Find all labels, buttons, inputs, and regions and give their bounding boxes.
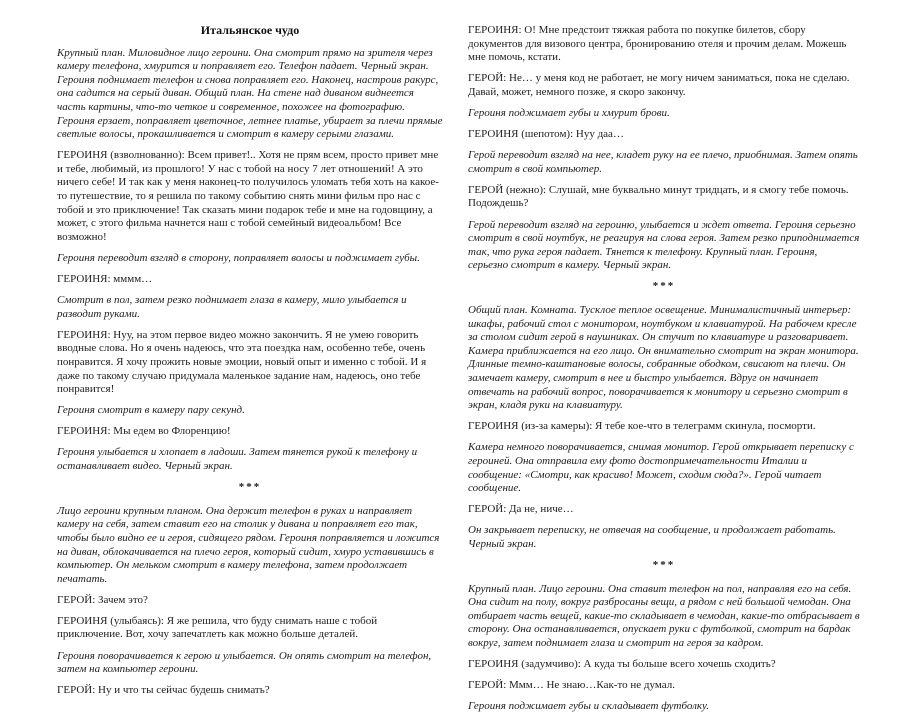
scene-separator: ***: [238, 481, 262, 494]
dialogue-line: ГЕРОЙ: Ммм… Не знаю…Как-то не думал.: [468, 679, 675, 692]
stage-direction: Героиня поджимает губы и складывает футболку.: [468, 700, 709, 713]
dialogue-line: ГЕРОИНЯ (взволнованно): Всем привет!.. Хотя не прям всем, просто привет мне и тебе, любимый, из прошлого! У нас с тобой на носу 7 лет отношений! А это ничего себе! И так как у меня наконец-то получилось уломать тебя хоть на какое-то путешествие, то я решила по такому событию снять мини фильм про нас с тобой и это приключение! Так сказать мини подарок тебе и мне на годовщину, а может, с этого фильма начнется наш с тобой семейный видеоальбом! Все возможно!: [57, 149, 439, 243]
scene-separator: ***: [652, 280, 676, 293]
stage-direction: Героиня переводит взгляд в сторону, поправляет волосы и поджимает губы.: [57, 251, 420, 264]
dialogue-line: ГЕРОИНЯ: Нуу, на этом первое видео можно закончить. Я не умею говорить вводные слова. Но я очень надеюсь, что эта поездка нам, особенно тебе, очень понравится. Я хочу прожить новые эмоции, новый опыт и именно с тобой. И я даже по такому случаю придумала маленькое задание нам, надеюсь, оно тебе понравится!: [57, 328, 427, 396]
stage-direction: Лицо героини крупным планом. Она держит телефон в руках и направляет камеру на себя, затем ставит его на столик у дивана и поправляет его так, чтобы было видно ее и героя, сидящего рядом. Героиня поправляется и ложится на диван, облокачивается на плечо героя, который сидит, хмуро уставившись в компьютер. Он мельком смотрит в камеру телефона, затем продолжает печатать.: [57, 504, 440, 585]
dialogue-line: ГЕРОИНЯ (из-за камеры): Я тебе кое-что в телеграмм скинула, посморти.: [468, 420, 816, 433]
stage-direction: Героиня смотрит в камеру пару секунд.: [57, 404, 245, 417]
dialogue-line: ГЕРОИНЯ: мммм…: [57, 273, 153, 285]
stage-direction: Герой переводит взгляд на нее, кладет руку на ее плечо, приобнимая. Затем опять смотрит в свой компьютер.: [468, 149, 858, 175]
stage-direction: Крупный план. Миловидное лицо героини. Она смотрит прямо на зрителя через камеру телефона, хмурится и поправляет его. Телефон падает. Черный экран. Героиня поднимает телефон и снова поправляет его. Наконец, настроив ракурс, она садится на серый диван. Общий план. На стене над диваном виднеется часть картины, что-то четкое и современное, похожее на фотографию. Героиня ерзает, поправляет цветочное, летнее платье, убирает за плечи прямые светлые волосы, прокашливается и смотрит в камеру серыми глазами.: [57, 46, 443, 141]
stage-direction: Общий план. Комната. Тусклое теплое освещение. Минималистичный интерьер: шкафы, рабочий стол с монитором, ноутбуком и клавиатурой. На рабочем кресле за столом сидит герой в наушниках. Он стучит по клавиатуре и разговаривает. Камера приближается на его лицо. Он внимательно смотрит на экран монитора. Длинные темно-каштановые волосы, собранные ободком, свисают на плечи. Он замечает камеру, смотрит в нее и быстро улыбается. Вдруг он начинает отвечать на рабочий вопрос, поворачивается к монитору и серьезно смотрит в экран, кладя руки на клавиатуру.: [468, 304, 859, 412]
dialogue-line: ГЕРОЙ: Зачем это?: [57, 593, 148, 606]
stage-direction: Героиня поворачивается к герою и улыбается. Он опять смотрит на телефон, затем на компьютер героини.: [57, 649, 432, 676]
stage-direction: Смотрит в пол, затем резко поднимает глаза в камеру, мило улыбается и разводит руками.: [57, 294, 407, 320]
dialogue-line: ГЕРОЙ: Ну и что ты сейчас будешь снимать?: [57, 684, 270, 697]
dialogue-line: ГЕРОИНЯ (шепотом): Нуу даа…: [468, 128, 624, 141]
stage-direction: Героиня улыбается и хлопает в ладоши. Затем тянется рукой к телефону и останавливает видео. Черный экран.: [57, 446, 418, 473]
dialogue-line: ГЕРОИНЯ: О! Мне предстоит тяжкая работа по покупке билетов, сбору документов для визового центра, бронированию отеля и прочим делам. Можешь мне помочь, кстати.: [468, 24, 847, 64]
dialogue-line: ГЕРОЙ: Не… у меня код не работает, не могу ничем заниматься, пока не сделаю. Давай, может, немного позже, я скоро закончу.: [468, 72, 850, 98]
dialogue-line: ГЕРОИНЯ (улыбаясь): Я же решила, что буду снимать наше с тобой приключение. Вот, хочу запечатлеть как можно больше деталей.: [57, 614, 378, 641]
dialogue-line: ГЕРОИНЯ (задумчиво): А куда ты больше всего хочешь сходить?: [468, 658, 776, 671]
stage-direction: Героиня поджимает губы и хмурит брови.: [468, 106, 670, 119]
dialogue-line: ГЕРОИНЯ: Мы едем во Флоренцию!: [57, 425, 231, 438]
dialogue-line: ГЕРОЙ: Да не, ниче…: [468, 503, 574, 516]
left-page-column: [57, 24, 443, 721]
stage-direction: Герой переводит взгляд на героиню, улыбается и ждет ответа. Героиня серьезно смотрит в свой ноутбук, не реагируя на слова героя. Затем резко приподнимается так, что рука героя падает. Тянется к телефону. Крупный план. Героиня, серьезно смотрит в камеру. Черный экран.: [468, 218, 860, 272]
stage-direction: Крупный план. Лицо героини. Она ставит телефон на пол, направляя его на себя. Она сидит на полу, вокруг разбросаны вещи, а рядом с ней большой чемодан. Она отбирает часть вещей, какие-то складывает в чемодан, какие-то отбрасывает в сторону. Она останавливается, опускает руки с футболкой, смотрит на бардак вокруг, затем поднимает глаза и смотрит на героя за кадром.: [468, 582, 860, 649]
scene-separator: ***: [652, 559, 676, 571]
stage-direction: Он закрывает переписку, не отвечая на сообщение, и продолжает работать. Черный экран.: [468, 524, 836, 550]
script-title: Итальянское чудо: [200, 23, 300, 37]
stage-direction: Камера немного поворачивается, снимая монитор. Герой открывает переписку с героиней. Она отправила ему фото достопримечательности Италии и сообщение: «Смотри, как красиво! Может, сходим сюда?». Герой читает сообщение.: [468, 441, 854, 495]
dialogue-line: ГЕРОЙ (нежно): Слушай, мне буквально минут тридцать, и я смогу тебе помочь. Подождешь?: [468, 183, 849, 210]
right-page-column: [468, 24, 860, 721]
